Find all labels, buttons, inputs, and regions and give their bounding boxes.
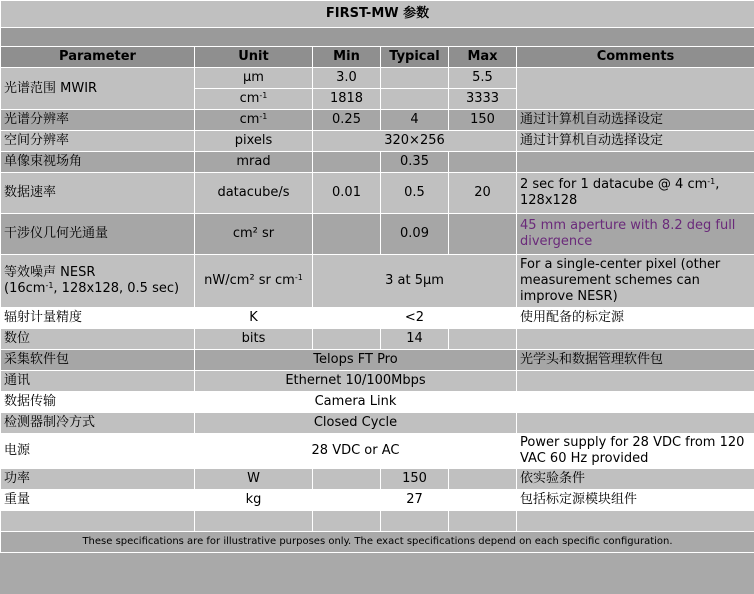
unit-exponent: -1 — [259, 91, 268, 100]
param-spectral-range: 光谱范围 MWIR — [1, 68, 195, 110]
unit-cell: W — [195, 469, 313, 490]
table-row — [1, 68, 754, 89]
header-row — [1, 47, 754, 68]
unit-wavenumber — [195, 89, 313, 110]
value-cell: 28 VDC or AC — [195, 434, 517, 469]
unit-cell: K — [195, 308, 313, 329]
param-label: 等效噪声 NESR — [4, 265, 96, 280]
typical-cell: 0.09 — [381, 214, 449, 255]
empty-cell — [517, 511, 754, 532]
comment-cell: 依实验条件 — [517, 469, 754, 490]
typical-cell: 27 — [381, 490, 449, 511]
comment-cell: For a single-center pixel (other measurement schemes can improve NESR) — [517, 255, 754, 308]
table-row — [1, 371, 754, 392]
typical-cell: 4 — [381, 110, 449, 131]
param-sub: , 128x128, 0.5 sec) — [53, 281, 180, 296]
param-nesr — [1, 255, 195, 308]
empty-cell — [381, 511, 449, 532]
comment-cell: 通过计算机自动选择设定 — [517, 131, 754, 152]
min-empty — [313, 329, 381, 350]
empty-cell — [1, 511, 195, 532]
max-empty — [449, 329, 517, 350]
min-wavenumber: 1818 — [313, 89, 381, 110]
footer-disclaimer: These specifications are for illustrative purposes only. The exact specifications depend on each specific configuration. — [1, 532, 754, 553]
unit-cell: mrad — [195, 152, 313, 173]
value-cell: Closed Cycle — [195, 413, 517, 434]
table-row — [1, 255, 754, 308]
unit-exponent: -1 — [294, 273, 303, 282]
table-row — [1, 434, 754, 469]
empty-cell — [195, 511, 313, 532]
comment-exponent: -1 — [707, 177, 716, 186]
param-sub: (16cm — [4, 281, 46, 296]
value-cell: Ethernet 10/100Mbps — [195, 371, 517, 392]
table-row — [1, 469, 754, 490]
unit-text: cm — [239, 91, 260, 106]
comment-cell: 光学头和数据管理软件包 — [517, 350, 754, 371]
comment-cell: Power supply for 28 VDC from 120 VAC 60 Hz provided — [517, 434, 754, 469]
typical-empty — [381, 89, 449, 110]
param-communication: 通讯 — [1, 371, 195, 392]
comment-cell: 包括标定源模块组件 — [517, 490, 754, 511]
comment-cell: 通过计算机自动选择设定 — [517, 110, 754, 131]
table-title: FIRST-MW 参数 — [1, 1, 754, 28]
param-spectral-resolution: 光谱分辨率 — [1, 110, 195, 131]
param-power-supply: 电源 — [1, 434, 195, 469]
unit-cell: kg — [195, 490, 313, 511]
comment-empty — [517, 371, 754, 392]
comment-empty — [517, 413, 754, 434]
header-min: Min — [313, 47, 381, 68]
table-row — [1, 329, 754, 350]
table-row — [1, 392, 754, 413]
typical-cell: 150 — [381, 469, 449, 490]
max-empty — [449, 469, 517, 490]
comment-text: , 128x128 — [520, 177, 720, 208]
param-power: 功率 — [1, 469, 195, 490]
comment-empty — [517, 152, 754, 173]
param-ifov: 单像束视场角 — [1, 152, 195, 173]
param-radiometric-accuracy: 辐射计量精度 — [1, 308, 195, 329]
max-empty — [449, 308, 517, 329]
param-data-transfer: 数据传输 — [1, 392, 195, 413]
header-parameter: Parameter — [1, 47, 195, 68]
unit-exponent: -1 — [259, 112, 268, 121]
value-cell: 3 at 5µm — [313, 255, 517, 308]
param-software: 采集软件包 — [1, 350, 195, 371]
typical-cell: 0.35 — [381, 152, 449, 173]
max-empty — [449, 214, 517, 255]
unit-cell: datacube/s — [195, 173, 313, 214]
value-cell: Telops FT Pro — [195, 350, 517, 371]
param-data-rate: 数据速率 — [1, 173, 195, 214]
unit-text: cm — [239, 112, 260, 127]
unit-cell — [195, 110, 313, 131]
comment-cell: 使用配备的标定源 — [517, 308, 754, 329]
unit-cell: cm² sr — [195, 214, 313, 255]
header-unit: Unit — [195, 47, 313, 68]
header-comments: Comments — [517, 47, 754, 68]
comment-text: 2 sec for 1 datacube @ 4 cm — [520, 177, 708, 192]
max-empty — [449, 490, 517, 511]
max-wavenumber: 3333 — [449, 89, 517, 110]
min-empty — [313, 214, 381, 255]
typical-cell: 14 — [381, 329, 449, 350]
comment-empty — [517, 68, 754, 110]
empty-cell — [449, 511, 517, 532]
comment-cell — [517, 173, 754, 214]
param-cooling: 检测器制冷方式 — [1, 413, 195, 434]
table-row — [1, 308, 754, 329]
table-row — [1, 131, 754, 152]
table-row — [1, 110, 754, 131]
header-typical: Typical — [381, 47, 449, 68]
value-cell: 320×256 — [313, 131, 517, 152]
min-empty — [313, 152, 381, 173]
value-cell: Camera Link — [195, 392, 517, 413]
param-exponent: -1 — [45, 281, 54, 290]
comment-cell: 45 mm aperture with 8.2 deg full divergence — [517, 214, 754, 255]
header-max: Max — [449, 47, 517, 68]
unit-cell: bits — [195, 329, 313, 350]
unit-cell: pixels — [195, 131, 313, 152]
max-um: 5.5 — [449, 68, 517, 89]
table-row — [1, 214, 754, 255]
blank-row — [1, 28, 754, 47]
min-cell: 0.01 — [313, 173, 381, 214]
min-empty — [313, 490, 381, 511]
typical-cell: <2 — [381, 308, 449, 329]
param-spatial-resolution: 空间分辨率 — [1, 131, 195, 152]
table-row — [1, 152, 754, 173]
max-cell: 150 — [449, 110, 517, 131]
param-throughput: 干涉仪几何光通量 — [1, 214, 195, 255]
unit-cell — [195, 255, 313, 308]
max-cell: 20 — [449, 173, 517, 214]
table-row — [1, 350, 754, 371]
min-cell: 0.25 — [313, 110, 381, 131]
param-bits: 数位 — [1, 329, 195, 350]
typical-empty — [381, 68, 449, 89]
typical-cell: 0.5 — [381, 173, 449, 214]
max-empty — [449, 152, 517, 173]
table-row — [1, 173, 754, 214]
comment-empty — [517, 392, 754, 413]
unit-text: nW/cm² sr cm — [204, 273, 295, 288]
min-empty — [313, 308, 381, 329]
comment-empty — [517, 329, 754, 350]
table-row — [1, 413, 754, 434]
table-row — [1, 490, 754, 511]
param-weight: 重量 — [1, 490, 195, 511]
table-row — [1, 511, 754, 532]
unit-um: µm — [195, 68, 313, 89]
min-um: 3.0 — [313, 68, 381, 89]
min-empty — [313, 469, 381, 490]
empty-cell — [313, 511, 381, 532]
